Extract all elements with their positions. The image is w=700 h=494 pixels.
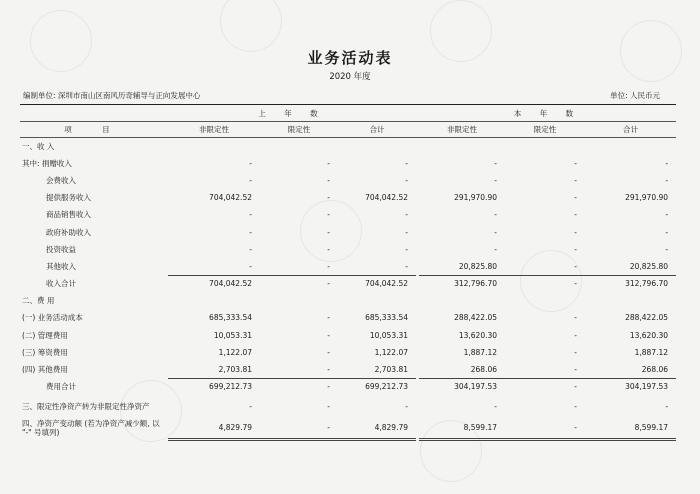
prior-unrestricted-cell: 704,042.52 [209, 193, 252, 203]
current-restricted-cell: - [574, 364, 578, 374]
prior-year-header: 上 年 数 [168, 105, 416, 122]
prior-restricted-cell: - [327, 330, 330, 340]
current-unrestricted-cell: 8,599.17 [419, 417, 505, 439]
prior-total-cell: - [405, 210, 409, 220]
row-label: 政府补助收入 [46, 227, 91, 237]
row-label: 三、限定性净资产转为非限定性净资产 [22, 401, 150, 411]
prior-total-cell: 699,212.73 [338, 378, 416, 395]
prior-total-cell: - [405, 227, 409, 237]
prior-restricted-cell: - [260, 378, 338, 395]
prior-total-cell: - [405, 401, 409, 411]
current-restricted-cell: - [505, 378, 585, 395]
prior-unrestricted-cell: 1,122.07 [218, 347, 252, 357]
current-restricted-cell: - [574, 330, 578, 340]
current-year-header: 本 年 数 [419, 105, 676, 122]
prior-unrestricted-cell: - [249, 175, 252, 185]
prior-restricted-cell [260, 138, 338, 155]
current-unrestricted-cell: - [494, 244, 498, 254]
current-unrestricted-cell: - [494, 210, 498, 220]
current-unrestricted-cell: 20,825.80 [458, 261, 498, 271]
prior-total-cell: 704,042.52 [338, 275, 416, 292]
current-total-cell: 268.06 [641, 364, 669, 374]
prior-restricted-cell: - [327, 313, 330, 323]
prior-total-cell: - [405, 244, 409, 254]
current-restricted-cell: - [574, 347, 578, 357]
row-label: 其他收入 [46, 261, 76, 271]
current-restricted-cell: - [574, 261, 578, 271]
prior-unrestricted-header: 非限定性 [168, 122, 260, 138]
current-unrestricted-cell: - [494, 401, 498, 411]
prior-restricted-cell: - [327, 364, 330, 374]
prior-total-cell: 10,053.31 [369, 330, 409, 340]
activity-statement-table [20, 104, 676, 441]
table-row [20, 258, 676, 275]
prior-unrestricted-cell: 2,703.81 [218, 364, 252, 374]
prior-unrestricted-cell: - [249, 261, 252, 271]
prior-restricted-cell: - [327, 158, 330, 168]
current-restricted-cell: - [574, 193, 578, 203]
current-unrestricted-cell: 312,796.70 [419, 275, 505, 292]
current-unrestricted-cell: 13,620.30 [458, 330, 498, 340]
current-total-cell: - [665, 175, 669, 185]
prior-unrestricted-cell: - [249, 158, 252, 168]
table-row [20, 172, 676, 189]
table-row [20, 378, 676, 395]
current-unrestricted-cell [419, 138, 505, 155]
current-total-header: 合计 [585, 122, 676, 138]
table-row [20, 327, 676, 344]
table-row [20, 275, 676, 292]
row-label: 提供服务收入 [46, 193, 91, 203]
prior-total-cell: 685,333.54 [365, 313, 409, 323]
current-total-cell [585, 292, 676, 309]
prior-restricted-cell: - [327, 244, 330, 254]
prior-total-header: 合计 [338, 122, 416, 138]
prior-restricted-cell: - [327, 261, 330, 271]
table-row [20, 361, 676, 378]
current-unrestricted-cell: - [494, 158, 498, 168]
row-label: 其中: 捐赠收入 [22, 158, 72, 168]
current-total-cell: 20,825.80 [629, 261, 669, 271]
table-row [20, 395, 676, 417]
prior-restricted-cell: - [327, 401, 330, 411]
row-label: (一) 业务活动成本 [22, 313, 83, 323]
current-total-cell: 288,422.05 [625, 313, 669, 323]
current-total-cell [585, 138, 676, 155]
prior-restricted-header: 限定性 [260, 122, 338, 138]
current-total-cell: - [665, 227, 669, 237]
current-restricted-cell [505, 138, 585, 155]
current-restricted-cell: - [574, 227, 578, 237]
prior-total-cell: - [405, 175, 409, 185]
current-total-cell: 291,970.90 [625, 193, 669, 203]
prior-restricted-cell: - [327, 210, 330, 220]
row-label: 收入合计 [46, 279, 76, 289]
prior-total-cell: - [405, 158, 409, 168]
current-total-cell: 312,796.70 [585, 275, 676, 292]
table-row [20, 309, 676, 326]
current-restricted-header: 限定性 [505, 122, 585, 138]
currency-unit: 单位: 人民币元 [610, 91, 660, 100]
current-total-cell: 8,599.17 [585, 417, 676, 439]
table-row [20, 206, 676, 223]
prior-unrestricted-cell: 685,333.54 [209, 313, 252, 323]
current-restricted-cell: - [574, 175, 578, 185]
prior-unrestricted-cell: - [249, 244, 252, 254]
table-row [20, 155, 676, 172]
current-restricted-cell [505, 292, 585, 309]
prior-total-cell: 1,122.07 [374, 347, 409, 357]
current-total-cell: 304,197.53 [585, 378, 676, 395]
row-label: 四、净资产变动额 (若为净资产减少额, 以 "-" 号填列) [22, 419, 160, 438]
prior-total-cell: - [405, 261, 409, 271]
prior-restricted-cell: - [327, 227, 330, 237]
prior-unrestricted-cell: - [249, 227, 252, 237]
prior-restricted-cell: - [327, 175, 330, 185]
table-row [20, 223, 676, 240]
prior-unrestricted-cell [168, 292, 260, 309]
row-label: 会费收入 [46, 175, 76, 185]
prior-total-cell [338, 138, 416, 155]
current-restricted-cell: - [574, 158, 578, 168]
table-row [20, 189, 676, 206]
current-restricted-cell: - [505, 417, 585, 439]
current-unrestricted-cell [419, 292, 505, 309]
current-total-cell: 13,620.30 [629, 330, 669, 340]
prior-unrestricted-cell [168, 138, 260, 155]
prior-total-cell: 4,829.79 [338, 417, 416, 439]
row-label: (四) 其他费用 [22, 365, 68, 375]
prior-total-cell: 704,042.52 [365, 193, 409, 203]
table-row [20, 138, 676, 155]
prior-unrestricted-cell: 10,053.31 [213, 330, 252, 340]
prior-restricted-cell: - [260, 275, 338, 292]
current-unrestricted-cell: 304,197.53 [419, 378, 505, 395]
row-label: 投资收益 [46, 244, 76, 254]
row-label: 二、费 用 [22, 296, 55, 306]
current-restricted-cell: - [574, 313, 578, 323]
current-total-cell: - [665, 158, 669, 168]
current-total-cell: 1,887.12 [634, 347, 669, 357]
current-unrestricted-cell: 291,970.90 [454, 193, 498, 203]
row-label: 一、收 入 [22, 141, 55, 151]
current-unrestricted-cell: - [494, 227, 498, 237]
current-unrestricted-cell: 1,887.12 [463, 347, 498, 357]
table-row [20, 241, 676, 258]
row-label: (二) 管理费用 [22, 330, 68, 340]
current-unrestricted-cell: 288,422.05 [454, 313, 498, 323]
current-restricted-cell: - [505, 275, 585, 292]
prior-total-cell [338, 292, 416, 309]
organization: 编制单位: 深圳市南山区南风历奇辅导与正向发展中心 [23, 91, 201, 100]
report-title: 业务活动表 [307, 49, 393, 67]
table-row [20, 344, 676, 361]
prior-total-cell: 2,703.81 [374, 364, 409, 374]
current-unrestricted-cell: 268.06 [470, 364, 498, 374]
prior-unrestricted-cell: 704,042.52 [168, 275, 260, 292]
item-header: 项 目 [20, 122, 168, 138]
prior-restricted-cell [260, 292, 338, 309]
row-label: 商品销售收入 [46, 210, 91, 220]
current-total-cell: - [665, 210, 669, 220]
prior-restricted-cell: - [260, 417, 338, 439]
row-label: (三) 筹资费用 [22, 347, 68, 357]
current-unrestricted-header: 非限定性 [419, 122, 505, 138]
current-restricted-cell: - [574, 244, 578, 254]
prior-unrestricted-cell: - [249, 210, 252, 220]
current-unrestricted-cell: - [494, 175, 498, 185]
prior-unrestricted-cell: 4,829.79 [168, 417, 260, 439]
prior-unrestricted-cell: - [249, 401, 252, 411]
row-label: 费用合计 [46, 382, 76, 392]
table-row [20, 417, 676, 439]
current-restricted-cell: - [574, 401, 578, 411]
table-row [20, 292, 676, 309]
report-year: 2020 年度 [329, 72, 371, 82]
prior-restricted-cell: - [327, 193, 330, 203]
current-total-cell: - [665, 401, 669, 411]
prior-unrestricted-cell: 699,212.73 [168, 378, 260, 395]
prior-restricted-cell: - [327, 347, 330, 357]
current-total-cell: - [665, 244, 669, 254]
current-restricted-cell: - [574, 210, 578, 220]
